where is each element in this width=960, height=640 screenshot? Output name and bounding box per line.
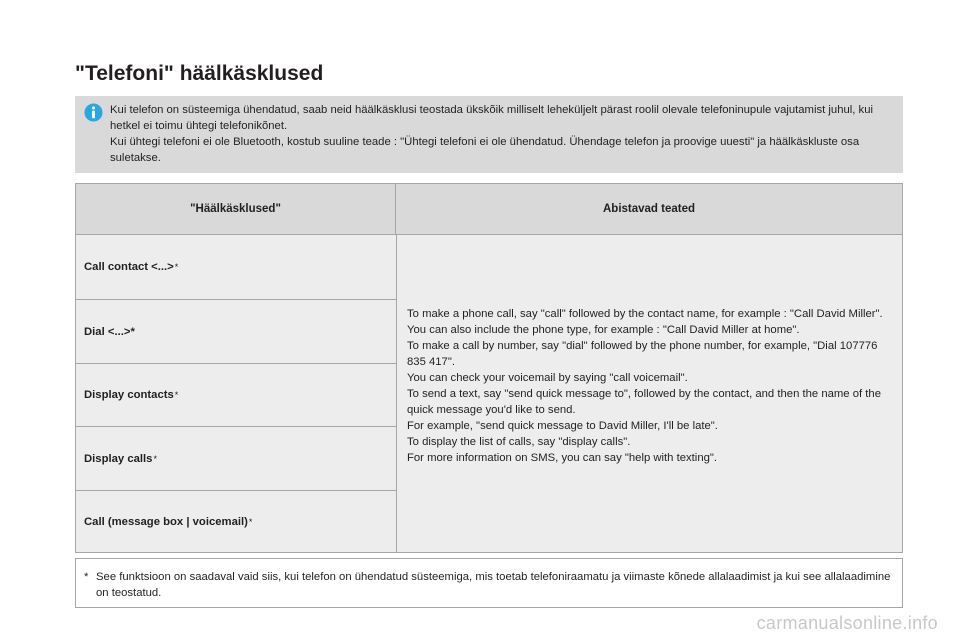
- column-divider: [396, 234, 397, 552]
- command-star: *: [174, 262, 179, 272]
- footnote-star: *: [84, 571, 89, 583]
- header-commands: "Häälkäsklused": [76, 184, 396, 234]
- page-title: "Telefoni" häälkäsklused: [75, 62, 324, 85]
- voice-commands-table: [75, 183, 903, 553]
- info-text-1: Kui telefon on süsteemiga ühendatud, saab neid häälkäsklusi teostada ükskõik milliselt leheküljelt pärast roolil olevale telefoninupule vajutamist juhul, kui hetkel ei toimu ühtegi telefonikõnet.: [110, 104, 873, 132]
- help-line: For example, "send quick message to David Miller, I'll be late".: [407, 420, 718, 432]
- watermark: carmanualsonline.info: [756, 613, 938, 633]
- command-text: Display contacts: [84, 389, 174, 401]
- command-star: *: [153, 453, 157, 464]
- command-text: Dial <...>*: [84, 325, 135, 338]
- info-box: [75, 96, 903, 173]
- info-text-2: Kui ühtegi telefoni ei ole Bluetooth, kostub suuline teade : "Ühtegi telefoni ei ole ühendatud. Ühendage telefon ja proovige uuesti" ja häälkäskluste osa suletakse.: [110, 136, 860, 164]
- info-icon: [84, 103, 103, 122]
- help-line: For more information on SMS, you can say "help with texting".: [407, 452, 718, 464]
- help-line: To make a call by number, say "dial" followed by the phone number, for example, "Dial 107776 835 417".: [407, 340, 878, 368]
- footnote-text: See funktsioon on saadaval vaid siis, kui telefon on ühendatud süsteemiga, mis toetab telefoniraamatu ja viimaste kõnede allalaadimist ja kui see allalaadimine on teostatud.: [96, 571, 891, 599]
- help-line: You can also include the phone type, for example : "Call David Miller at home".: [407, 324, 800, 336]
- help-line: To display the list of calls, say "display calls".: [407, 436, 631, 448]
- command-text: Call contact <...>: [84, 261, 174, 273]
- help-line: To send a text, say "send quick message to", followed by the contact, and then the name of the quick message you'd like to send.: [407, 388, 881, 416]
- help-messages-cell: [407, 306, 888, 466]
- footnote: [75, 558, 903, 608]
- command-cell: [76, 364, 396, 426]
- command-text: Call (message box | voicemail): [84, 515, 248, 528]
- help-line: To make a phone call, say "call" followed by the contact name, for example : "Call David Miller".: [407, 308, 883, 320]
- command-cell: [76, 235, 396, 299]
- command-cell: [76, 427, 396, 490]
- command-star: *: [174, 390, 179, 400]
- command-text: Display calls: [84, 452, 153, 465]
- command-cell: [76, 300, 396, 363]
- help-line: You can check your voicemail by saying "call voicemail".: [407, 372, 688, 384]
- command-star: *: [248, 516, 253, 527]
- header-help-messages: Abistavad teated: [396, 184, 902, 234]
- command-cell: [76, 491, 396, 552]
